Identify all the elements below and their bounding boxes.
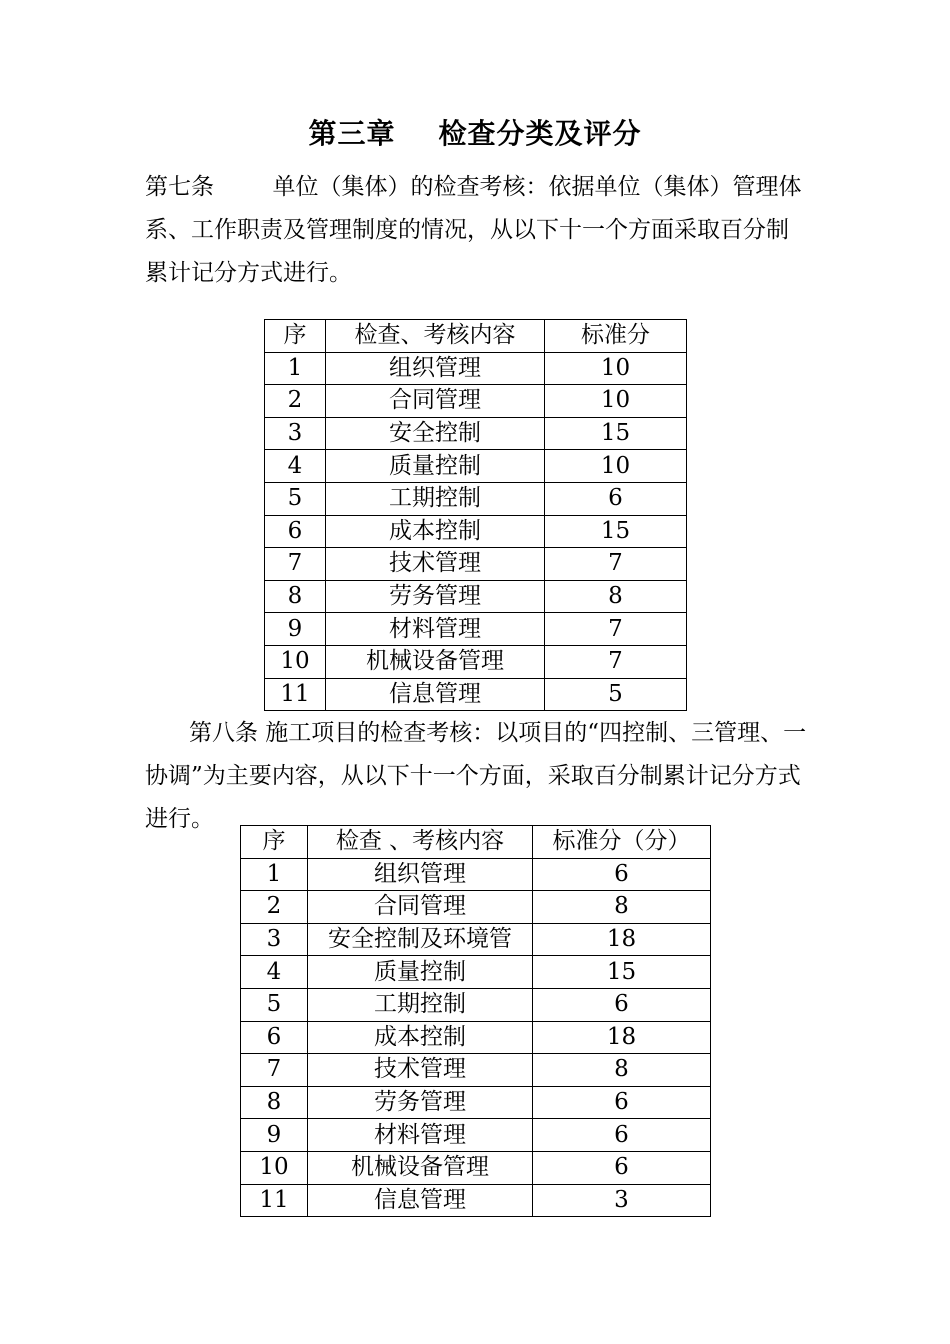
cell-content: 质量控制 <box>308 956 533 989</box>
cell-score: 8 <box>533 1054 711 1087</box>
cell-content: 合同管理 <box>308 891 533 924</box>
project-assessment-table <box>240 825 711 1217</box>
cell-score: 10 <box>545 450 687 483</box>
cell-score: 3 <box>533 1184 711 1217</box>
table-row <box>241 1184 711 1217</box>
column-header-index: 序 <box>241 826 308 859</box>
table-header-row <box>265 320 687 353</box>
cell-content: 合同管理 <box>326 385 545 418</box>
cell-index: 3 <box>241 923 308 956</box>
cell-content: 技术管理 <box>326 548 545 581</box>
table-header-row <box>241 826 711 859</box>
cell-score: 7 <box>545 645 687 678</box>
table-row <box>265 385 687 418</box>
table-row <box>265 548 687 581</box>
cell-score: 5 <box>545 678 687 711</box>
table-row <box>265 482 687 515</box>
cell-index: 1 <box>265 352 326 385</box>
cell-index: 11 <box>265 678 326 711</box>
cell-content: 材料管理 <box>308 1119 533 1152</box>
column-header-score: 标准分（分） <box>533 826 711 859</box>
cell-content: 劳务管理 <box>308 1086 533 1119</box>
cell-index: 6 <box>241 1021 308 1054</box>
column-header-index: 序 <box>265 320 326 353</box>
unit-assessment-table <box>264 319 687 711</box>
cell-index: 10 <box>241 1151 308 1184</box>
cell-index: 4 <box>241 956 308 989</box>
table-row <box>241 988 711 1021</box>
cell-index: 3 <box>265 417 326 450</box>
cell-content: 安全控制及环境管 <box>308 923 533 956</box>
cell-content: 机械设备管理 <box>308 1151 533 1184</box>
cell-content: 劳务管理 <box>326 580 545 613</box>
table-row <box>265 352 687 385</box>
table-row <box>241 858 711 891</box>
cell-score: 6 <box>533 1086 711 1119</box>
cell-index: 2 <box>241 891 308 924</box>
article-7-text: 单位（集体）的检查考核：依据单位（集体）管理体系、工作职责及管理制度的情况，从以下十一个方面采取百分制累计记分方式进行。 <box>145 174 802 286</box>
table-row <box>265 417 687 450</box>
cell-index: 5 <box>241 988 308 1021</box>
cell-index: 8 <box>265 580 326 613</box>
table-row <box>265 645 687 678</box>
article-7-lead: 第七条 <box>145 174 273 200</box>
table-row <box>265 580 687 613</box>
table-row <box>241 1151 711 1184</box>
table-row <box>265 678 687 711</box>
table-row <box>241 1021 711 1054</box>
cell-score: 6 <box>533 1151 711 1184</box>
column-header-content: 检查、考核内容 <box>326 320 545 353</box>
cell-content: 机械设备管理 <box>326 645 545 678</box>
cell-score: 7 <box>545 548 687 581</box>
cell-score: 10 <box>545 352 687 385</box>
cell-index: 8 <box>241 1086 308 1119</box>
cell-content: 技术管理 <box>308 1054 533 1087</box>
column-header-score: 标准分 <box>545 320 687 353</box>
cell-index: 4 <box>265 450 326 483</box>
article-8-paragraph: 第八条 施工项目的检查考核：以项目的“四控制、三管理、一协调”为主要内容，从以下十一个方面，采取百分制累计记分方式进行。 <box>145 720 807 832</box>
cell-index: 5 <box>265 482 326 515</box>
cell-score: 15 <box>533 956 711 989</box>
cell-index: 9 <box>265 613 326 646</box>
cell-content: 信息管理 <box>326 678 545 711</box>
cell-score: 18 <box>533 1021 711 1054</box>
chapter-title: 第三章 检查分类及评分 <box>308 117 642 150</box>
cell-content: 安全控制 <box>326 417 545 450</box>
cell-content: 材料管理 <box>326 613 545 646</box>
cell-score: 7 <box>545 613 687 646</box>
cell-index: 9 <box>241 1119 308 1152</box>
cell-score: 8 <box>545 580 687 613</box>
cell-index: 7 <box>241 1054 308 1087</box>
table-row <box>265 613 687 646</box>
cell-score: 18 <box>533 923 711 956</box>
cell-content: 工期控制 <box>326 482 545 515</box>
cell-content: 成本控制 <box>308 1021 533 1054</box>
article-7-paragraph <box>145 166 810 295</box>
cell-index: 7 <box>265 548 326 581</box>
table-row <box>241 1054 711 1087</box>
cell-score: 15 <box>545 515 687 548</box>
column-header-content: 检查 、考核内容 <box>308 826 533 859</box>
cell-content: 组织管理 <box>308 858 533 891</box>
cell-index: 1 <box>241 858 308 891</box>
cell-content: 信息管理 <box>308 1184 533 1217</box>
cell-score: 6 <box>533 1119 711 1152</box>
cell-index: 11 <box>241 1184 308 1217</box>
table-row <box>265 515 687 548</box>
table-row <box>265 450 687 483</box>
cell-index: 10 <box>265 645 326 678</box>
table-row <box>241 891 711 924</box>
cell-content: 组织管理 <box>326 352 545 385</box>
cell-content: 成本控制 <box>326 515 545 548</box>
table-row <box>241 956 711 989</box>
cell-index: 2 <box>265 385 326 418</box>
cell-index: 6 <box>265 515 326 548</box>
cell-score: 10 <box>545 385 687 418</box>
table-row <box>241 923 711 956</box>
cell-content: 工期控制 <box>308 988 533 1021</box>
cell-score: 6 <box>533 988 711 1021</box>
table-row <box>241 1086 711 1119</box>
cell-content: 质量控制 <box>326 450 545 483</box>
cell-score: 6 <box>545 482 687 515</box>
cell-score: 15 <box>545 417 687 450</box>
cell-score: 8 <box>533 891 711 924</box>
cell-score: 6 <box>533 858 711 891</box>
table-row <box>241 1119 711 1152</box>
